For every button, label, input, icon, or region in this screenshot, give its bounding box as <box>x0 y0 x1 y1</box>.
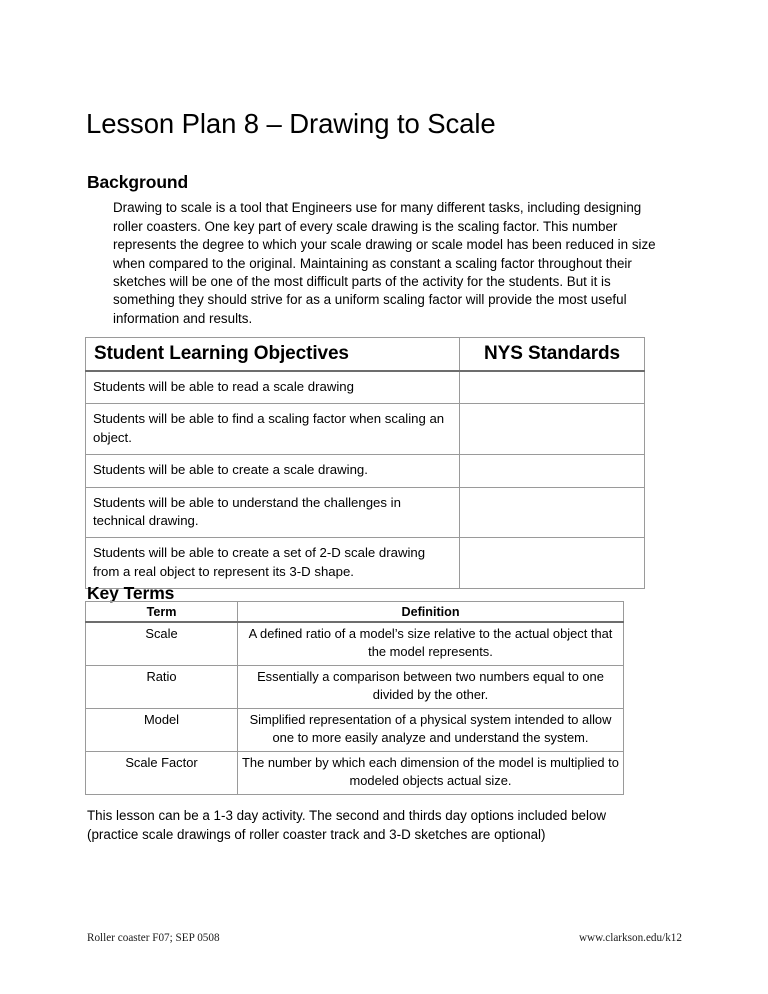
page-footer <box>87 932 682 944</box>
definition-cell: Essentially a comparison between two numbers equal to one divided by the other. <box>238 666 624 709</box>
objective-cell: Students will be able to create a scale drawing. <box>86 455 460 487</box>
table-row <box>86 752 624 795</box>
term-cell: Scale <box>86 622 238 666</box>
key-terms-table <box>85 601 624 795</box>
term-cell: Scale Factor <box>86 752 238 795</box>
footer-left-text: Roller coaster F07; SEP 0508 <box>87 932 220 944</box>
definition-cell: Simplified representation of a physical system intended to allow one to more easily analyze and understand the system. <box>238 709 624 752</box>
definition-cell: The number by which each dimension of the model is multiplied to modeled objects actual size. <box>238 752 624 795</box>
nys-standard-cell <box>460 455 645 487</box>
table-row <box>86 666 624 709</box>
table-row <box>86 622 624 666</box>
closing-paragraph: This lesson can be a 1-3 day activity. The second and thirds day options included below (practice scale drawings of roller coaster track and 3-D sketches are optional) <box>87 808 607 842</box>
objective-cell: Students will be able to create a set of 2-D scale drawing from a real object to represent its 3-D shape. <box>86 538 460 589</box>
footer-right-text: www.clarkson.edu/k12 <box>578 932 682 944</box>
objective-cell: Students will be able to find a scaling factor when scaling an object. <box>86 404 460 455</box>
table-row <box>86 487 645 538</box>
section-heading-key-terms: Key Terms <box>87 582 175 603</box>
column-header-definition: Definition <box>238 602 624 623</box>
section-heading-background: Background <box>87 171 189 192</box>
table-header-row <box>86 338 645 372</box>
objective-cell: Students will be able to read a scale drawing <box>86 371 460 404</box>
page-title: Lesson Plan 8 – Drawing to Scale <box>86 108 496 140</box>
column-header-objectives: Student Learning Objectives <box>86 338 460 372</box>
nys-standard-cell <box>460 538 645 589</box>
objective-cell: Students will be able to understand the challenges in technical drawing. <box>86 487 460 538</box>
nys-standard-cell <box>460 404 645 455</box>
nys-standard-cell <box>460 371 645 404</box>
table-header-row <box>86 602 624 623</box>
column-header-nys-standards: NYS Standards <box>460 338 645 372</box>
background-paragraph: Drawing to scale is a tool that Engineers use for many different tasks, including designing roller coasters. One key part of every scale drawing is the scaling factor. This number represents the degree to which your scale drawing or scale model has been reduced in size when compared to the original. Maintaining as constant a scaling factor throughout their sketches will be one of the most difficult parts of the activity for the students. But it is something they should strive for as a uniform scaling factor will provide the most useful information and results. <box>113 200 656 326</box>
table-row <box>86 455 645 487</box>
table-row <box>86 709 624 752</box>
column-header-term: Term <box>86 602 238 623</box>
student-learning-objectives-table <box>85 337 645 589</box>
nys-standard-cell <box>460 487 645 538</box>
term-cell: Model <box>86 709 238 752</box>
table-row <box>86 371 645 404</box>
definition-cell: A defined ratio of a model’s size relative to the actual object that the model represents. <box>238 622 624 666</box>
table-row <box>86 538 645 589</box>
term-cell: Ratio <box>86 666 238 709</box>
table-row <box>86 404 645 455</box>
